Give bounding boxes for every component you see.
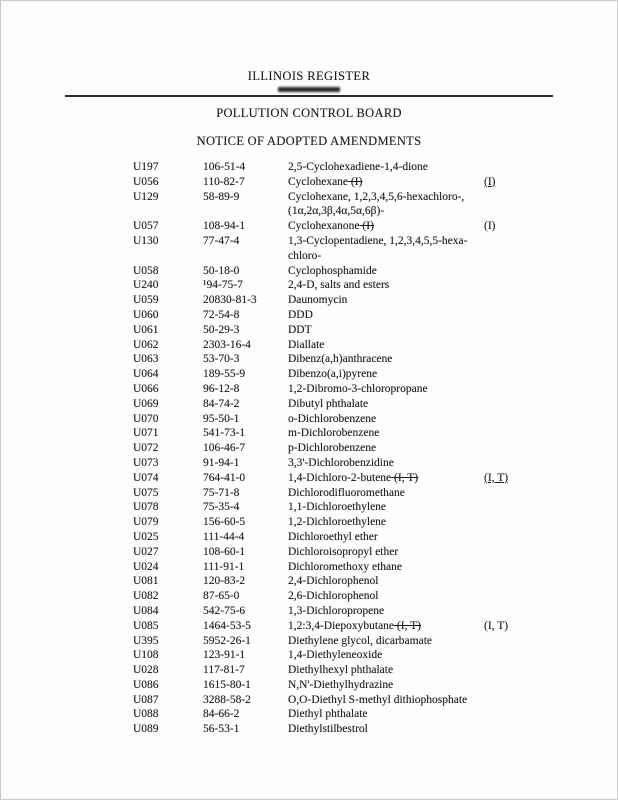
deleted-text: (I, T) [394,619,421,632]
cas-number: 111-44-4 [203,530,245,543]
chemical-name [288,530,484,545]
amendment-annotation [484,471,579,486]
register-title: ILLINOIS REGISTER [247,69,371,83]
cas-number: 77-47-4 [203,234,240,247]
waste-code: U066 [133,382,159,395]
chemical-name-line [288,663,484,678]
table-row [133,352,579,367]
waste-code: U074 [133,471,159,484]
waste-code: U057 [133,220,159,233]
chemical-name [288,545,484,560]
deleted-text: (I, T) [391,471,419,484]
chemical-name-text: 1,3-Cyclopentadiene, 1,2,3,4,5,5-hexa- [288,234,468,247]
chemical-name-text: 2,5-Cyclohexadiene-1,4-dione [288,161,428,173]
chemical-name-line [288,634,484,649]
waste-code: U078 [133,501,159,514]
chemical-name [288,441,484,456]
table-row [133,707,579,722]
waste-code: U197 [133,161,159,173]
cas-number: 2303-16-4 [203,338,251,351]
chemical-name-text: 2,4-D, salts and esters [288,279,390,292]
waste-code: U108 [133,649,159,662]
waste-code: U129 [133,190,159,203]
table-row [133,338,579,353]
cas-number: ¹94-75-7 [203,279,243,292]
chemical-name-text: Cyclophosphamide [288,264,377,277]
table-row [133,278,579,293]
table-row [133,545,579,560]
cas-number: 50-18-0 [203,264,240,277]
cas-number: 96-12-8 [203,382,240,395]
chemical-name [288,560,484,575]
table-row [133,722,579,737]
chemical-name-text: 1,4-Diethyleneoxide [288,649,383,662]
added-text: (I) [484,220,496,233]
waste-code: U059 [133,294,159,307]
waste-code: U075 [133,486,159,499]
table-row [133,426,579,441]
chemical-name-text: 2,6-Dichlorophenol [288,590,379,603]
waste-code: U056 [133,175,159,188]
table-row [133,160,579,175]
cas-number: 5952-26-1 [203,634,251,647]
chemical-name [288,293,484,308]
chemical-name [288,234,484,264]
chemical-name-line [288,589,484,604]
waste-code: U062 [133,338,159,351]
table-row [133,500,579,515]
table-row [133,560,579,575]
chemical-name [288,412,484,427]
chemical-name-line [288,160,484,175]
chemical-name-line [288,574,484,589]
chemical-name-line [288,412,484,427]
chemical-name-line [288,278,484,293]
waste-code: U063 [133,353,159,366]
chemical-name-text: Dibenzo(a,i)pyrene [288,368,378,381]
chemical-name [288,382,484,397]
deleted-text: (I) [359,220,374,233]
chemical-name-line [288,619,484,634]
chemical-name-text: Diethyl phthalate [288,708,368,721]
cas-number: 108-60-1 [203,545,246,558]
waste-code: U027 [133,545,159,558]
cas-number: 58-89-9 [203,190,240,203]
waste-code: U024 [133,560,159,573]
chemical-name-line [288,500,484,515]
waste-code: U088 [133,708,159,721]
waste-code: U086 [133,678,159,691]
chemical-name-text: Dibenz(a,h)anthracene [288,353,393,366]
table-row [133,486,579,501]
chemical-name [288,338,484,353]
waste-code: U069 [133,397,159,410]
amendment-annotation [484,219,579,234]
chemical-name-text: o-Dichlorobenzene [288,412,377,425]
amendment-annotation [484,619,579,634]
chemical-name [288,604,484,619]
chemical-name-text: Cyclohexane, 1,2,3,4,5,6-hexachloro-, [288,190,465,203]
chemical-name-line [288,382,484,397]
chemical-name-line [288,426,484,441]
chemical-name-text: Diallate [288,338,325,351]
chemical-name-line [288,456,484,471]
table-row [133,574,579,589]
chemical-name-text: 1,4-Dichloro-2-butene [288,471,392,484]
chemical-name-line [288,648,484,663]
chemical-name-text: m-Dichlorobenzene [288,427,380,440]
chemical-name-line [288,308,484,323]
waste-code: U084 [133,604,159,617]
chemical-name [288,175,484,190]
cas-number: 117-81-7 [203,664,245,677]
chemical-name-line [288,530,484,545]
waste-code: U073 [133,456,159,469]
chemical-name [288,486,484,501]
chemical-name [288,648,484,663]
amendments-table [133,160,579,737]
cas-number: 110-82-7 [203,175,245,188]
table-row [133,441,579,456]
cas-number: 50-29-3 [203,323,240,336]
chemical-name-text: DDT [288,323,312,336]
chemical-name-continuation: (1α,2α,3β,4α,5α,6β)- [288,205,385,218]
table-row [133,471,579,486]
chemical-name-text: Cyclohexanone [288,220,360,233]
header-page-number-smudge [278,87,340,92]
chemical-name-text: O,O-Diethyl S-methyl dithiophosphate [288,693,468,706]
chemical-name [288,634,484,649]
cas-number: 3288-58-2 [203,693,251,706]
table-row [133,323,579,338]
chemical-name-line [288,219,484,234]
cas-number: 53-70-3 [203,353,240,366]
cas-number: 111-91-1 [203,560,245,573]
cas-number: 1464-53-5 [203,619,251,632]
waste-code: U028 [133,664,159,677]
cas-number: 156-60-5 [203,516,246,529]
chemical-name [288,471,484,486]
table-row [133,678,579,693]
chemical-name-line [288,693,484,708]
cas-number: 108-94-1 [203,220,246,233]
chemical-name [288,426,484,441]
chemical-name-line [288,175,484,190]
chemical-name-text: 1,2-Dichloroethylene [288,516,387,529]
cas-number: 541-73-1 [203,427,246,440]
chemical-name-text: Dibutyl phthalate [288,397,369,410]
chemical-name-line [288,678,484,693]
table-row [133,693,579,708]
chemical-name [288,707,484,722]
table-row [133,234,579,264]
waste-code: U064 [133,368,159,381]
chemical-name [288,722,484,737]
table-row [133,219,579,234]
chemical-name-line [288,352,484,367]
chemical-name-line [288,397,484,412]
chemical-name-line [288,471,484,486]
waste-code: U240 [133,279,159,292]
chemical-name [288,619,484,634]
chemical-name [288,352,484,367]
chemical-name-line [288,722,484,737]
cas-number: 189-55-9 [203,368,246,381]
chemical-name-text: Diethylstilbestrol [288,723,368,736]
chemical-name [288,693,484,708]
waste-code: U072 [133,442,159,455]
waste-code: U130 [133,234,159,247]
chemical-name-line [288,323,484,338]
chemical-name [288,308,484,323]
chemical-name-text: 1,1-Dichloroethylene [288,501,387,514]
chemical-name-line [288,367,484,382]
cas-number: 106-46-7 [203,442,246,455]
table-row [133,175,579,190]
chemical-name-text: Diethylhexyl phthalate [288,664,394,677]
added-text: (I) [484,175,496,188]
cas-number: 123-91-1 [203,649,246,662]
chemical-name [288,663,484,678]
chemical-name [288,456,484,471]
table-row [133,634,579,649]
chemical-name [288,278,484,293]
chemical-name-line [288,545,484,560]
waste-code: U079 [133,516,159,529]
cas-number: 72-54-8 [203,308,240,321]
chemical-name-text: N,N'-Diethylhydrazine [288,678,394,691]
chemical-name [288,323,484,338]
cas-number: 75-35-4 [203,501,240,514]
chemical-name-text: Dichloromethoxy ethane [288,560,403,573]
chemical-name [288,264,484,279]
waste-code: U081 [133,575,159,588]
chemical-name [288,574,484,589]
cas-number: 75-71-8 [203,486,240,499]
chemical-name [288,190,484,220]
cas-number: 56-53-1 [203,723,240,736]
waste-code: U060 [133,308,159,321]
cas-number: 542-75-6 [203,604,246,617]
table-row [133,397,579,412]
table-row [133,293,579,308]
chemical-name [288,500,484,515]
chemical-name-line [288,486,484,501]
chemical-name-line [288,234,484,249]
cas-number: 87-65-0 [203,590,240,603]
cas-number: 764-41-0 [203,471,246,484]
waste-code: U395 [133,634,159,647]
chemical-name-text: 1,2:3,4-Diepoxybutane [288,619,395,632]
chemical-name-text: Daunomycin [288,294,348,307]
table-row [133,663,579,678]
chemical-name-line [288,441,484,456]
chemical-name-line [288,293,484,308]
amendment-annotation [484,175,579,190]
waste-code: U058 [133,264,159,277]
table-row [133,515,579,530]
header-rule [65,95,553,97]
chemical-name-text: 3,3'-Dichlorobenzidine [288,456,394,469]
table-row [133,412,579,427]
chemical-name-text: Diethylene glycol, dicarbamate [288,634,433,647]
chemical-name-line [288,190,484,205]
table-row [133,530,579,545]
table-row [133,190,579,220]
chemical-name [288,367,484,382]
chemical-name-text: DDD [288,308,313,321]
chemical-name-text: 1,3-Dichloropropene [288,604,385,617]
cas-number: 1615-80-1 [203,678,251,691]
waste-code: U085 [133,619,159,632]
waste-code: U061 [133,323,159,336]
added-text: (I, T) [484,619,509,632]
chemical-name-line [288,707,484,722]
chemical-name-continuation: chloro- [288,249,322,262]
notice-title: NOTICE OF ADOPTED AMENDMENTS [196,134,422,148]
board-title: POLLUTION CONTROL BOARD [216,106,402,120]
table-row [133,264,579,279]
chemical-name [288,515,484,530]
chemical-name-text: Dichlorodifluoromethane [288,486,405,499]
table-row [133,619,579,634]
chemical-name-text: Dichloroisopropyl ether [288,545,399,558]
cas-number: 20830-81-3 [203,294,257,307]
cas-number: 91-94-1 [203,456,240,469]
table-row [133,367,579,382]
chemical-name-line [288,338,484,353]
table-row [133,604,579,619]
table-row [133,589,579,604]
waste-code: U082 [133,590,159,603]
table-row [133,308,579,323]
waste-code: U071 [133,427,159,440]
chemical-name [288,219,484,234]
table-row [133,382,579,397]
chemical-name-line [288,604,484,619]
chemical-name [288,678,484,693]
cas-number: 120-83-2 [203,575,246,588]
table-row [133,648,579,663]
table-row [133,456,579,471]
chemical-name [288,160,484,175]
waste-code: U070 [133,412,159,425]
cas-number: 95-50-1 [203,412,240,425]
chemical-name [288,397,484,412]
chemical-name-line [288,515,484,530]
chemical-name-line [288,264,484,279]
chemical-name-text: p-Dichlorobenzene [288,442,377,455]
waste-code: U089 [133,723,159,736]
added-text: (I, T) [484,471,509,484]
chemical-name [288,589,484,604]
cas-number: 84-74-2 [203,397,240,410]
waste-code: U087 [133,693,159,706]
chemical-name-text: 2,4-Dichlorophenol [288,575,379,588]
cas-number: 84-66-2 [203,708,240,721]
chemical-name-text: 1,2-Dibromo-3-chloropropane [288,382,428,395]
chemical-name-text: Dichloroethyl ether [288,530,378,543]
deleted-text: (I) [348,175,363,188]
chemical-name-line [288,560,484,575]
waste-code: U025 [133,530,159,543]
chemical-name-text: Cyclohexane [288,175,349,188]
cas-number: 106-51-4 [203,161,246,173]
